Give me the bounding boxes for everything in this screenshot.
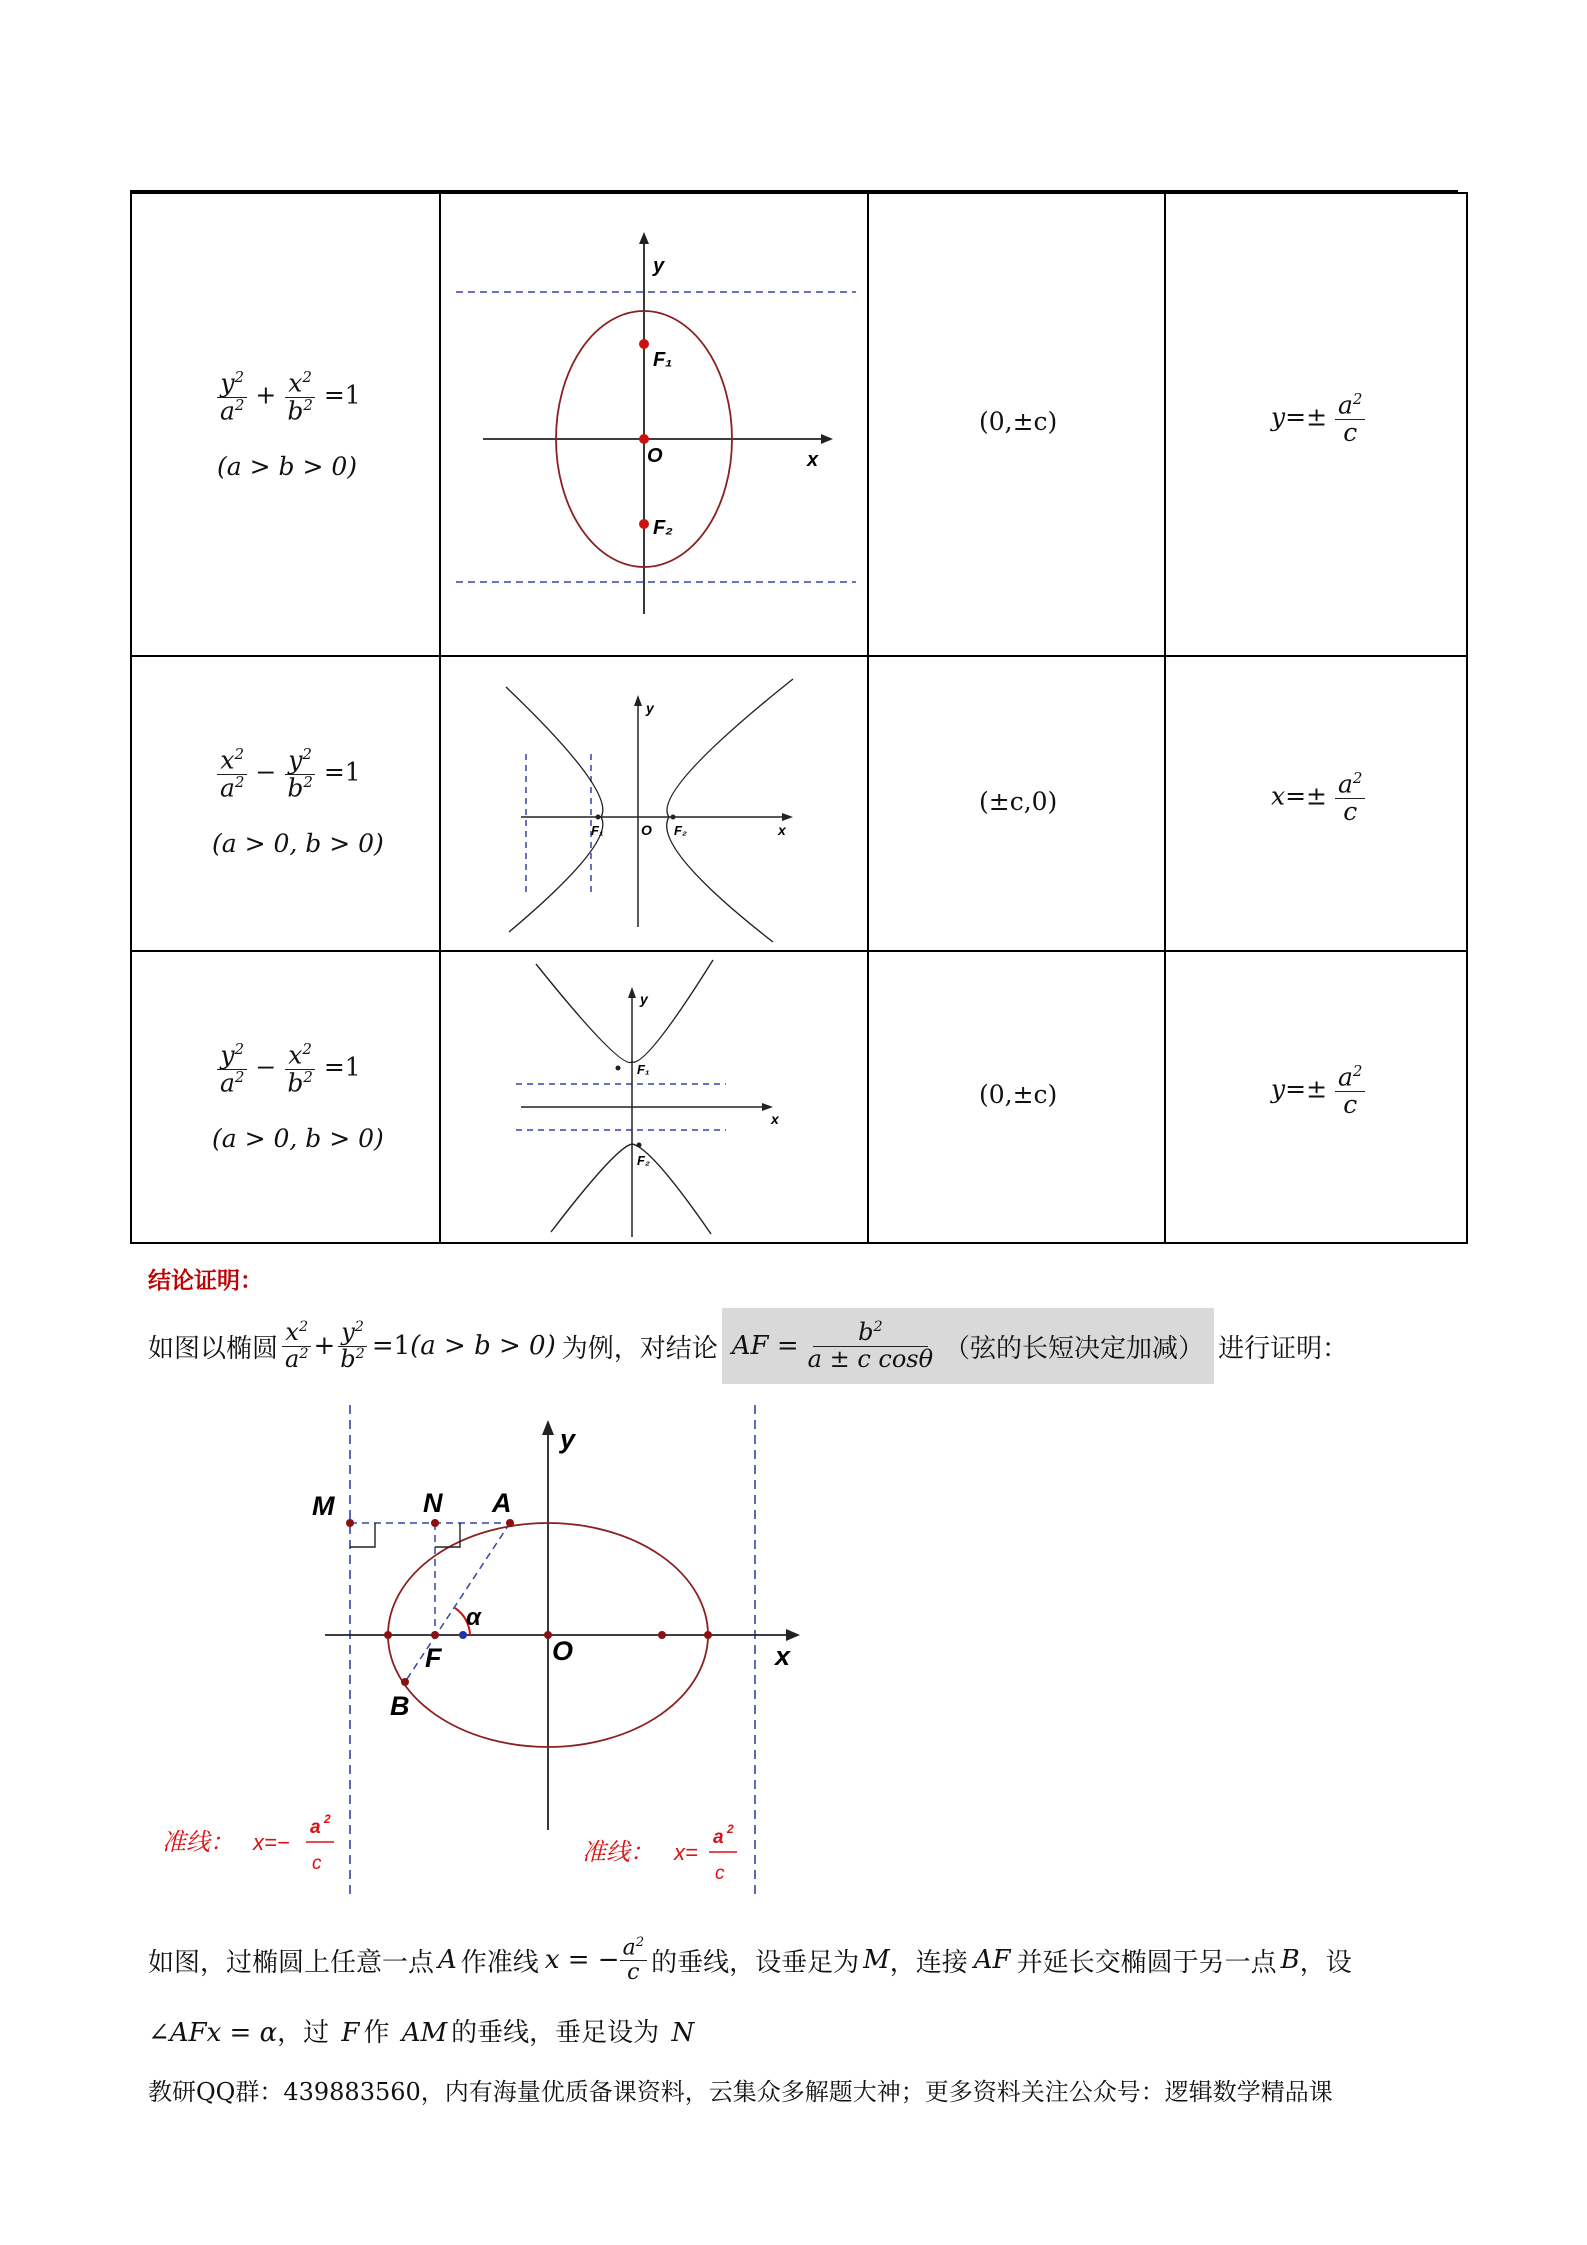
x-axis-label: x xyxy=(778,822,786,838)
row1-foci-cell xyxy=(867,192,1166,657)
point-label-m: M xyxy=(312,1491,335,1521)
origin-label: O xyxy=(647,445,663,467)
focus-label: F₂ xyxy=(653,517,673,539)
svg-text:x=: x= xyxy=(674,1840,698,1865)
row3-condition: (a > 0, b > 0) xyxy=(212,1124,384,1153)
point-label-f: F xyxy=(425,1643,442,1673)
row3-directrix-cell: y=± $\frac{a^2}{c}$ xyxy=(1164,950,1468,1244)
row2-foci: (±c,0) xyxy=(979,787,1058,816)
y-axis-label: y xyxy=(653,255,665,277)
y-axis-label: y xyxy=(640,991,648,1007)
row3-equation-cell: $\frac{y^2}{a^2}$ − $\frac{x^2}{b^2}$ =1 (a > 0, b > 0) xyxy=(130,950,441,1244)
point-label-b: B xyxy=(390,1691,410,1721)
row1-equation-cell: $\frac{y^2}{a^2}$ + $\frac{x^2}{b^2}$ =1 (a > b > 0) xyxy=(130,192,441,657)
svg-text:准线：: 准线： xyxy=(162,1829,234,1856)
point-label-n: N xyxy=(423,1488,443,1518)
row1-foci: (0,±c) xyxy=(979,407,1058,436)
focus-label: F₂ xyxy=(637,1153,650,1168)
origin-point xyxy=(639,434,649,444)
focus-label: F₂ xyxy=(674,823,687,838)
y-axis-label: y xyxy=(646,700,654,716)
origin-label: O xyxy=(641,822,652,838)
focus-point xyxy=(639,339,649,349)
proof-paragraph-line1: 如图，过椭圆上任意一点 A 作准线 x = − $\frac{a^2}{c}$ 的垂线，设垂足为 M ，连接 AF 并延长交椭圆于另一点 B ，设 xyxy=(148,1935,1352,1985)
svg-text:c: c xyxy=(715,1863,725,1884)
row3-foci: (0,±c) xyxy=(979,1080,1058,1109)
svg-text:准线：: 准线： xyxy=(582,1839,654,1866)
angle-label: α xyxy=(466,1604,481,1631)
x-axis-label: x xyxy=(807,449,819,471)
row2-directrix-cell: x=± $\frac{a^2}{c}$ xyxy=(1164,655,1468,952)
row1-directrix-cell: y=± $\frac{a^2}{c}$ xyxy=(1164,192,1468,657)
x-axis-label: x xyxy=(771,1111,779,1127)
row1-ellipse-graph xyxy=(441,194,871,659)
x-axis-label: x xyxy=(775,1641,791,1671)
svg-text:c: c xyxy=(312,1853,322,1874)
proof-figure xyxy=(150,1395,870,1915)
row3-foci-cell xyxy=(867,950,1166,1244)
origin-label: O xyxy=(552,1636,574,1666)
row2-condition: (a > 0, b > 0) xyxy=(212,829,384,858)
focus-label: F₁ xyxy=(653,349,673,371)
footer-note: 教研QQ群：439883560，内有海量优质备课资料，云集众多解题大神；更多资料关注公众号：逻辑数学精品课 xyxy=(148,2078,1333,2106)
highlighted-formula: AF = $\frac{b^2}{\text{a ± c cosθ}}$ （弦的长短决定加减） xyxy=(722,1308,1214,1384)
row2-hyperbola-graph xyxy=(441,657,871,954)
svg-text:2: 2 xyxy=(727,1822,734,1836)
row1-condition: (a > b > 0) xyxy=(217,452,358,481)
row3-graph-cell xyxy=(439,950,869,1244)
row2-foci-cell xyxy=(867,655,1166,952)
right-directrix-label xyxy=(582,1822,737,1884)
left-directrix-label xyxy=(162,1812,334,1874)
row2-graph-cell xyxy=(439,655,869,952)
svg-text:a: a xyxy=(310,1817,321,1838)
row1-graph-cell xyxy=(439,192,869,657)
proof-paragraph-line2: ∠AFx = α，过 F 作 AM 的垂线，垂足设为 N xyxy=(148,2018,695,2048)
focus-label: F₁ xyxy=(637,1062,650,1077)
point-label-a: A xyxy=(492,1488,512,1518)
section-heading: 结论证明： xyxy=(148,1268,263,1294)
focus-label: F₁ xyxy=(591,823,604,838)
svg-text:a: a xyxy=(713,1827,724,1848)
focus-point xyxy=(639,519,649,529)
row3-hyperbola-graph xyxy=(441,952,871,1246)
row2-equation-cell: $\frac{x^2}{a^2}$ − $\frac{y^2}{b^2}$ =1 (a > 0, b > 0) xyxy=(130,655,441,952)
svg-text:x=−: x=− xyxy=(253,1830,290,1855)
y-axis-label: y xyxy=(560,1424,576,1454)
svg-text:2: 2 xyxy=(324,1812,331,1826)
intro-line: 如图以椭圆 $\frac{x^2}{a^2}$ + $\frac{y^2}{b^2}$ =1 (a > b > 0) 为例，对结论 AF = $\frac{b^2}{\text{a ± c cosθ}}$ （弦的长短决定加减） 进行证明： xyxy=(148,1308,1348,1384)
